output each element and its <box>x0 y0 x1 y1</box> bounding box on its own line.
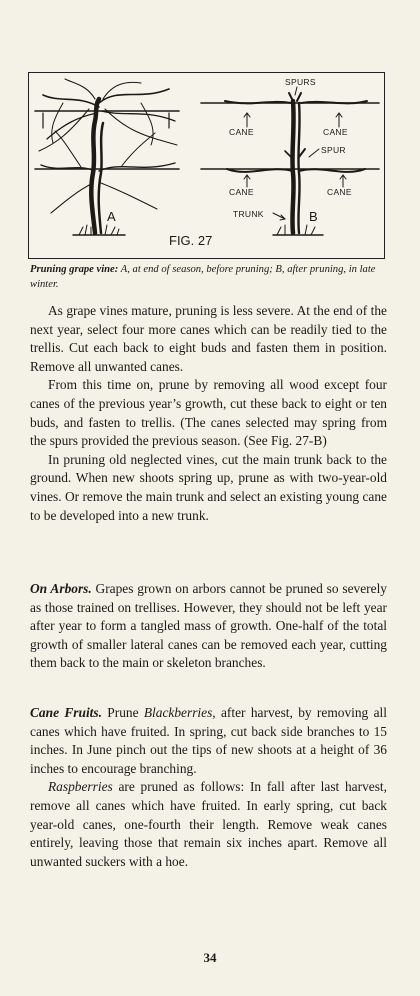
section-heading-cane-fruits: Cane Fruits. <box>30 705 102 720</box>
paragraph <box>30 778 387 871</box>
cane-italic-raspberries: Raspberries <box>48 779 113 795</box>
label-cane-lower-left: CANE <box>229 187 254 197</box>
grape-vine-illustration <box>29 73 384 258</box>
arbors-text: Grapes grown on arbors cannot be pruned so severely as those trained on trellises. However, they should not be left year after year to form a tangled mass of growth. One-half of the total growth of smaller lateral canes can be removed each year, cutting them back to the main or skeleton branches. <box>30 581 387 671</box>
cane-text-3: are pruned as follows: In fall after last harvest, remove all canes which have fruited. In early spring, cut back year-old canes, one-fourth their length. Remove weak canes entirely, leaving those that remain six inches apart. Remove all unwanted suckers with a hoe. <box>30 779 387 869</box>
section-arbors <box>30 580 387 673</box>
figure-caption <box>30 262 386 292</box>
label-cane-upper-left: CANE <box>229 127 254 137</box>
cane-text-1: Prune <box>101 705 144 720</box>
section-cane-fruits <box>30 704 387 871</box>
section-mature-vines <box>30 302 387 525</box>
label-a: A <box>107 209 116 224</box>
section-heading-arbors: On Arbors. <box>30 581 92 596</box>
caption-text: A, at end of season, before pruning; B, after pruning, in late winter. <box>30 264 376 290</box>
label-cane-upper-right: CANE <box>323 127 348 137</box>
label-spur: SPUR <box>321 145 346 155</box>
cane-italic-blackberries: Blackberries <box>143 705 213 720</box>
paragraph: As grape vines mature, pruning is less severe. At the end of the next year, select four more canes which can be readily tied to the trellis. Cut each back to eight buds and fasten them in position. Remove all unwanted canes. <box>30 303 387 374</box>
pruning-figure <box>28 72 385 259</box>
paragraph: In pruning old neglected vines, cut the main trunk back to the ground. When new shoots spring up, prune as with two-year-old vines. Or remove the main trunk and select an existing young cane to be developed into a new trunk. <box>30 451 387 523</box>
figure-number: FIG. 27 <box>169 233 213 248</box>
caption-title: Pruning grape vine: <box>30 264 119 275</box>
paragraph <box>30 580 387 673</box>
paragraph <box>30 704 387 778</box>
label-trunk: TRUNK <box>233 209 264 219</box>
label-cane-lower-right: CANE <box>327 187 352 197</box>
page-number: 34 <box>203 950 217 965</box>
label-spurs: SPURS <box>285 77 316 87</box>
paragraph: From this time on, prune by removing all wood except four canes of the previous year’s growth, cut these back to eight or ten buds, and fasten to trellis. (The canes selected may spring from the spurs provided the previous season. (See Fig. 27-B) <box>30 377 387 449</box>
vine-b-drawing <box>201 87 379 235</box>
label-b: B <box>309 209 318 224</box>
cane-text-2: , after harvest, by removing all canes which have fruited. In spring, cut back side branches to 15 inches. In June pinch out the tips of new shoots at a height of 36 inches to encourage branching. <box>30 705 387 776</box>
